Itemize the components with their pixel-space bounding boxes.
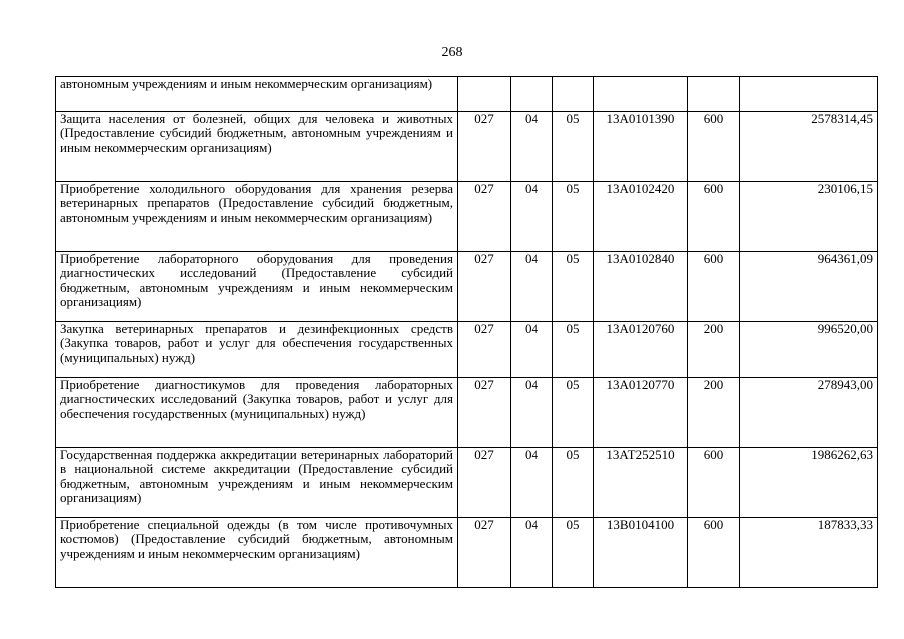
subsection-cell: 05 — [553, 112, 594, 182]
amount-cell: 996520,00 — [740, 322, 878, 378]
row-name-cell: Приобретение диагностикумов для проведения лабораторных диагностических исследований (Закупка товаров, работ и услуг для обеспечения государственных (муниципальных) нужд) — [56, 378, 458, 448]
target-article-cell: 13АТ252510 — [594, 448, 688, 518]
budget-table — [55, 76, 878, 588]
expense-type-cell: 600 — [688, 518, 740, 588]
table-row — [56, 182, 878, 252]
table-row — [56, 77, 878, 112]
row-name-cell: Приобретение лабораторного оборудования для проведения диагностических исследований (Предоставление субсидий бюджетным, автономным учреждениям и иным некоммерческим организациям) — [56, 252, 458, 322]
row-name-cell: Приобретение специальной одежды (в том числе противочумных костюмов) (Предоставление субсидий бюджетным, автономным учреждениям и иным некоммерческим организациям) — [56, 518, 458, 588]
expense-type-cell: 200 — [688, 378, 740, 448]
amount-cell: 2578314,45 — [740, 112, 878, 182]
amount-cell: 230106,15 — [740, 182, 878, 252]
section-cell: 04 — [511, 182, 553, 252]
amount-cell: 278943,00 — [740, 378, 878, 448]
amount-cell: 964361,09 — [740, 252, 878, 322]
page-number: 268 — [441, 45, 463, 60]
expense-type-cell: 600 — [688, 252, 740, 322]
grbs-cell: 027 — [458, 518, 511, 588]
target-article-cell: 13А0102840 — [594, 252, 688, 322]
target-article-cell: 13А0101390 — [594, 112, 688, 182]
section-cell: 04 — [511, 112, 553, 182]
subsection-cell: 05 — [553, 322, 594, 378]
section-cell: 04 — [511, 518, 553, 588]
subsection-cell — [553, 77, 594, 112]
expense-type-cell: 200 — [688, 322, 740, 378]
section-cell: 04 — [511, 322, 553, 378]
subsection-cell: 05 — [553, 252, 594, 322]
target-article-cell — [594, 77, 688, 112]
row-name-cell: Защита населения от болезней, общих для человека и животных (Предоставление субсидий бюджетным, автономным учреждениям и иным некоммерческим организациям) — [56, 112, 458, 182]
grbs-cell: 027 — [458, 182, 511, 252]
grbs-cell: 027 — [458, 448, 511, 518]
target-article-cell: 13А0120770 — [594, 378, 688, 448]
subsection-cell: 05 — [553, 518, 594, 588]
row-name-cell: Закупка ветеринарных препаратов и дезинфекционных средств (Закупка товаров, работ и услуг для обеспечения государственных (муниципальных) нужд) — [56, 322, 458, 378]
table-row — [56, 252, 878, 322]
amount-cell: 1986262,63 — [740, 448, 878, 518]
target-article-cell: 13А0102420 — [594, 182, 688, 252]
target-article-cell: 13В0104100 — [594, 518, 688, 588]
section-cell: 04 — [511, 378, 553, 448]
section-cell: 04 — [511, 448, 553, 518]
table-row — [56, 322, 878, 378]
table-row — [56, 112, 878, 182]
expense-type-cell: 600 — [688, 448, 740, 518]
grbs-cell: 027 — [458, 378, 511, 448]
expense-type-cell — [688, 77, 740, 112]
grbs-cell: 027 — [458, 322, 511, 378]
grbs-cell: 027 — [458, 252, 511, 322]
subsection-cell: 05 — [553, 448, 594, 518]
grbs-cell — [458, 77, 511, 112]
table-row — [56, 448, 878, 518]
subsection-cell: 05 — [553, 182, 594, 252]
amount-cell: 187833,33 — [740, 518, 878, 588]
row-name-cell: Государственная поддержка аккредитации ветеринарных лабораторий в национальной системе аккредитации (Предоставление субсидий бюджетным, автономным учреждениям и иным некоммерческим организациям) — [56, 448, 458, 518]
table-row — [56, 378, 878, 448]
section-cell — [511, 77, 553, 112]
row-name-cell: автономным учреждениям и иным некоммерческим организациям) — [56, 77, 458, 112]
section-cell: 04 — [511, 252, 553, 322]
table-row — [56, 518, 878, 588]
target-article-cell: 13А0120760 — [594, 322, 688, 378]
row-name-cell: Приобретение холодильного оборудования для хранения резерва ветеринарных препаратов (Предоставление субсидий бюджетным, автономным учреждениям и иным некоммерческим организациям) — [56, 182, 458, 252]
grbs-cell: 027 — [458, 112, 511, 182]
expense-type-cell: 600 — [688, 182, 740, 252]
amount-cell — [740, 77, 878, 112]
expense-type-cell: 600 — [688, 112, 740, 182]
subsection-cell: 05 — [553, 378, 594, 448]
